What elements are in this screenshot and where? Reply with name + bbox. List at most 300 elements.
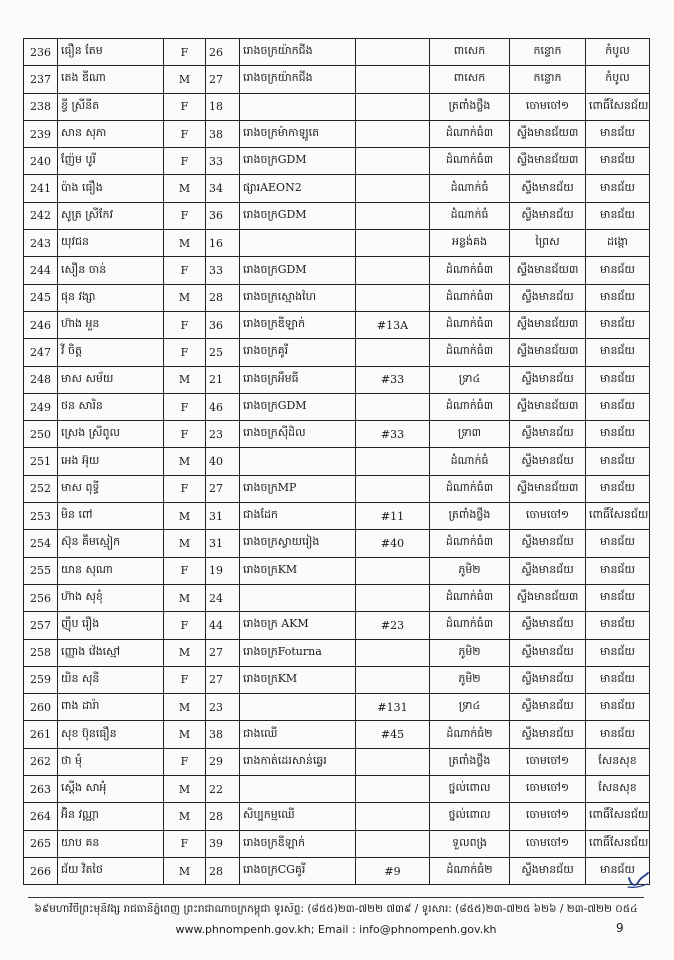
- cell-village: ដំណាក់ធំ២: [430, 857, 510, 884]
- cell-sex: M: [164, 639, 206, 666]
- cell-house: [356, 339, 430, 366]
- cell-district: មានជ័យ: [586, 284, 650, 311]
- cell-workplace: រោងចក្រឌីឡាក់: [240, 311, 356, 338]
- cell-commune: កន្ទោក: [510, 66, 586, 93]
- footer-address: ៦៩មហាវិថីព្រះមុនីវង្ស រាជធានីភ្នំពេញ ព្រះរាជាណាចក្រកម្ពុជា ទូរស័ព្ទ: (៨៥៥)២៣-៧២២ ៧៣៩ / ទូរសារ: (៨៥៥)២៣-៧២៥ ៦២៦ / ២៣-៧២២ ០៥៤: [34, 903, 638, 915]
- table-row: [24, 202, 650, 229]
- cell-sex: M: [164, 230, 206, 257]
- cell-house: [356, 830, 430, 857]
- cell-district: សែនសុខ: [586, 748, 650, 775]
- cell-district: មានជ័យ: [586, 694, 650, 721]
- cell-workplace: [240, 230, 356, 257]
- cell-age: 19: [206, 557, 240, 584]
- cell-commune: ស្ទឹងមានជ័យ: [510, 421, 586, 448]
- cell-house: [356, 202, 430, 229]
- cell-age: 39: [206, 830, 240, 857]
- cell-district: មានជ័យ: [586, 202, 650, 229]
- cell-district: មានជ័យ: [586, 530, 650, 557]
- table-row: [24, 421, 650, 448]
- cell-name: អ៊ិន វណ្ណា: [58, 803, 164, 830]
- cell-village: ត្រពាំងថ្លឹង: [430, 93, 510, 120]
- cell-name: ខ្វី ស្រីនីត: [58, 93, 164, 120]
- cell-commune: ស្ទឹងមានជ័យ: [510, 448, 586, 475]
- cell-no: 266: [24, 857, 58, 884]
- cell-workplace: រោងចក្រយ៉ាកជីង: [240, 66, 356, 93]
- table-row: [24, 530, 650, 557]
- table-row: [24, 230, 650, 257]
- cell-age: 28: [206, 803, 240, 830]
- table-row: [24, 612, 650, 639]
- cell-workplace: ជាងឈើ: [240, 721, 356, 748]
- cell-village: ដំណាក់ធំ៣: [430, 530, 510, 557]
- cell-name: ជ័យ វិតថៃ: [58, 857, 164, 884]
- cell-no: 244: [24, 257, 58, 284]
- cell-house: [356, 230, 430, 257]
- cell-house: [356, 284, 430, 311]
- cell-sex: F: [164, 148, 206, 175]
- cell-sex: M: [164, 66, 206, 93]
- cell-name: មាស ពុទ្ធី: [58, 475, 164, 502]
- cell-village: ដំណាក់ធំ២: [430, 721, 510, 748]
- cell-name: តេង ឌីណា: [58, 66, 164, 93]
- cell-age: 31: [206, 503, 240, 530]
- table-row: [24, 503, 650, 530]
- cell-age: 28: [206, 284, 240, 311]
- footer-contact: www.phnompenh.gov.kh; Email : info@phnompenh.gov.kh: [175, 923, 497, 936]
- cell-workplace: រោងចក្រGDM: [240, 202, 356, 229]
- cell-district: មានជ័យ: [586, 721, 650, 748]
- cell-village: ត្រពាំងថ្លឹង: [430, 503, 510, 530]
- cell-age: 27: [206, 475, 240, 502]
- cell-village: ដំណាក់ធំ៣: [430, 393, 510, 420]
- cell-house: #33: [356, 421, 430, 448]
- cell-sex: F: [164, 39, 206, 66]
- cell-age: 25: [206, 339, 240, 366]
- cell-no: 250: [24, 421, 58, 448]
- cell-workplace: រោងចក្រស៊ីដិល: [240, 421, 356, 448]
- cell-age: 36: [206, 202, 240, 229]
- cell-sex: F: [164, 339, 206, 366]
- cell-no: 256: [24, 584, 58, 611]
- cell-no: 260: [24, 694, 58, 721]
- cell-workplace: រោងចក្រGDM: [240, 148, 356, 175]
- cell-commune: ស្ទឹងមានជ័យ: [510, 530, 586, 557]
- cell-workplace: រោងចក្រKM: [240, 557, 356, 584]
- page-number: 9: [616, 921, 624, 935]
- cell-village: ភូមិ២: [430, 557, 510, 584]
- cell-sex: M: [164, 776, 206, 803]
- cell-village: ថ្នល់ពោល: [430, 776, 510, 803]
- cell-house: #23: [356, 612, 430, 639]
- cell-age: 40: [206, 448, 240, 475]
- cell-no: 241: [24, 175, 58, 202]
- cell-sex: F: [164, 257, 206, 284]
- cell-commune: ចោមចៅ១: [510, 748, 586, 775]
- cell-village: ដំណាក់ធំ: [430, 175, 510, 202]
- cell-district: មានជ័យ: [586, 339, 650, 366]
- cell-name: ថន សារិន: [58, 393, 164, 420]
- cell-district: មានជ័យ: [586, 475, 650, 502]
- table-row: [24, 311, 650, 338]
- cell-age: 38: [206, 120, 240, 147]
- cell-name: ស៊ុន គឹមស្មៀក: [58, 530, 164, 557]
- cell-commune: ស្ទឹងមានជ័យ: [510, 202, 586, 229]
- cell-no: 237: [24, 66, 58, 93]
- initials-signature: [626, 872, 650, 890]
- cell-district: មានជ័យ: [586, 421, 650, 448]
- cell-age: 28: [206, 857, 240, 884]
- cell-name: ស្តើង សាអុំ: [58, 776, 164, 803]
- table-row: [24, 366, 650, 393]
- cell-no: 253: [24, 503, 58, 530]
- table-row: [24, 721, 650, 748]
- cell-age: 33: [206, 257, 240, 284]
- cell-district: កំបូល: [586, 39, 650, 66]
- cell-village: ទួលពង្រ: [430, 830, 510, 857]
- table-row: [24, 257, 650, 284]
- cell-no: 238: [24, 93, 58, 120]
- cell-village: ទ្រា៣: [430, 421, 510, 448]
- cell-commune: ស្ទឹងមានជ័យ: [510, 366, 586, 393]
- cell-sex: F: [164, 748, 206, 775]
- cell-name: ហ៊ាង សុខុំ: [58, 584, 164, 611]
- cell-sex: F: [164, 93, 206, 120]
- cell-commune: ស្ទឹងមានជ័យ៣: [510, 339, 586, 366]
- cell-no: 246: [24, 311, 58, 338]
- cell-house: #40: [356, 530, 430, 557]
- cell-age: 36: [206, 311, 240, 338]
- table-row: [24, 666, 650, 693]
- cell-sex: M: [164, 284, 206, 311]
- cell-workplace: រោងចក្រស្វាយរៀង: [240, 530, 356, 557]
- cell-commune: ស្ទឹងមានជ័យ: [510, 857, 586, 884]
- cell-house: [356, 475, 430, 502]
- cell-commune: ស្ទឹងមានជ័យ: [510, 612, 586, 639]
- table-row: [24, 475, 650, 502]
- cell-name: សឿន ចាន់: [58, 257, 164, 284]
- cell-workplace: រោងចក្រឌីឡាក់: [240, 830, 356, 857]
- cell-house: [356, 257, 430, 284]
- table-row: [24, 803, 650, 830]
- cell-district: ពោធិ៍សែនជ័យ: [586, 93, 650, 120]
- cell-house: [356, 557, 430, 584]
- cell-sex: M: [164, 448, 206, 475]
- cell-sex: M: [164, 694, 206, 721]
- cell-commune: ស្ទឹងមានជ័យ៣: [510, 475, 586, 502]
- table-row: [24, 557, 650, 584]
- cell-house: #131: [356, 694, 430, 721]
- cell-village: ដំណាក់ធំ: [430, 448, 510, 475]
- table-row: [24, 584, 650, 611]
- cell-workplace: រោងចក្រKM: [240, 666, 356, 693]
- cell-district: មានជ័យ: [586, 175, 650, 202]
- cell-commune: ចោមចៅ១: [510, 93, 586, 120]
- cell-workplace: រោងចក្រយ៉ាកជីង: [240, 39, 356, 66]
- cell-workplace: រោងចក្រGDM: [240, 393, 356, 420]
- cell-house: [356, 666, 430, 693]
- cell-workplace: [240, 694, 356, 721]
- table-row: [24, 284, 650, 311]
- cell-name: យាប គន: [58, 830, 164, 857]
- cell-house: [356, 748, 430, 775]
- cell-district: មានជ័យ: [586, 639, 650, 666]
- cell-age: 24: [206, 584, 240, 611]
- cell-age: 21: [206, 366, 240, 393]
- cell-house: [356, 584, 430, 611]
- cell-village: ដំណាក់ធំ៣: [430, 612, 510, 639]
- cell-age: 26: [206, 39, 240, 66]
- cell-age: 44: [206, 612, 240, 639]
- cell-sex: M: [164, 584, 206, 611]
- cell-name: អេង អ៊ុយ: [58, 448, 164, 475]
- cell-commune: ព្រៃស: [510, 230, 586, 257]
- cell-village: ពាសេក: [430, 39, 510, 66]
- table-row: [24, 639, 650, 666]
- table-row: [24, 120, 650, 147]
- table-body: [24, 39, 650, 885]
- cell-name: ពាង ដារ៉ា: [58, 694, 164, 721]
- cell-village: ទ្រា៤: [430, 694, 510, 721]
- cell-village: ដំណាក់ធំ៣: [430, 311, 510, 338]
- cell-commune: ស្ទឹងមានជ័យ៣: [510, 120, 586, 147]
- cell-commune: ស្ទឹងមានជ័យ: [510, 694, 586, 721]
- cell-no: 254: [24, 530, 58, 557]
- table-row: [24, 393, 650, 420]
- cell-workplace: [240, 584, 356, 611]
- table-row: [24, 148, 650, 175]
- cell-district: កំបូល: [586, 66, 650, 93]
- cell-no: 257: [24, 612, 58, 639]
- cell-house: #45: [356, 721, 430, 748]
- cell-age: 38: [206, 721, 240, 748]
- cell-district: ពោធិ៍សែនជ័យ: [586, 803, 650, 830]
- cell-sex: F: [164, 311, 206, 338]
- cell-sex: F: [164, 475, 206, 502]
- cell-name: ធឿន តែម: [58, 39, 164, 66]
- cell-sex: M: [164, 366, 206, 393]
- cell-name: យិន សុនី: [58, 666, 164, 693]
- cell-workplace: រោងចក្រម៉ាកាឡូតេ: [240, 120, 356, 147]
- cell-workplace: រោងចក្រ AKM: [240, 612, 356, 639]
- cell-house: [356, 93, 430, 120]
- cell-name: សាន សុភា: [58, 120, 164, 147]
- cell-district: មានជ័យ: [586, 557, 650, 584]
- cell-sex: F: [164, 557, 206, 584]
- cell-name: វី ចិត្ត: [58, 339, 164, 366]
- cell-age: 22: [206, 776, 240, 803]
- cell-name: សុខ ប៊ុនធឿន: [58, 721, 164, 748]
- cell-age: 27: [206, 66, 240, 93]
- cell-no: 243: [24, 230, 58, 257]
- cell-sex: M: [164, 857, 206, 884]
- cell-district: មានជ័យ: [586, 857, 650, 884]
- table-row: [24, 830, 650, 857]
- cell-house: #9: [356, 857, 430, 884]
- cell-village: ដំណាក់ធំ៣: [430, 475, 510, 502]
- cell-name: ស្រេង ស្រីពូល: [58, 421, 164, 448]
- cell-district: មានជ័យ: [586, 257, 650, 284]
- cell-no: 258: [24, 639, 58, 666]
- cell-house: #33: [356, 366, 430, 393]
- cell-commune: ចោមចៅ១: [510, 803, 586, 830]
- cell-commune: ស្ទឹងមានជ័យ: [510, 557, 586, 584]
- cell-name: មិន ពៅ: [58, 503, 164, 530]
- cell-district: មានជ័យ: [586, 311, 650, 338]
- cell-commune: ចោមចៅ១: [510, 776, 586, 803]
- cell-house: [356, 39, 430, 66]
- cell-age: 18: [206, 93, 240, 120]
- cell-commune: ចោមចៅ១: [510, 830, 586, 857]
- cell-house: [356, 148, 430, 175]
- table-row: [24, 66, 650, 93]
- cell-commune: កន្ទោក: [510, 39, 586, 66]
- cell-house: #13A: [356, 311, 430, 338]
- cell-workplace: [240, 93, 356, 120]
- table-row: [24, 339, 650, 366]
- cell-no: 249: [24, 393, 58, 420]
- cell-commune: ស្ទឹងមានជ័យ: [510, 721, 586, 748]
- cell-commune: ស្ទឹងមានជ័យ: [510, 639, 586, 666]
- cell-workplace: រោងចក្រស្មោងហៃ: [240, 284, 356, 311]
- cell-commune: ស្ទឹងមានជ័យ៣: [510, 257, 586, 284]
- cell-workplace: រោងចក្រអឹមធី: [240, 366, 356, 393]
- cell-no: 236: [24, 39, 58, 66]
- table-row: [24, 694, 650, 721]
- cell-house: [356, 66, 430, 93]
- cell-village: ត្រពាំងថ្លឹង: [430, 748, 510, 775]
- cell-sex: F: [164, 666, 206, 693]
- cell-district: ពោធិ៍សែនជ័យ: [586, 830, 650, 857]
- cell-age: 27: [206, 639, 240, 666]
- cell-house: [356, 175, 430, 202]
- table-row: [24, 448, 650, 475]
- cell-village: ពាសេក: [430, 66, 510, 93]
- cell-age: 27: [206, 666, 240, 693]
- cell-commune: ស្ទឹងមានជ័យ៣: [510, 148, 586, 175]
- cell-district: មានជ័យ: [586, 148, 650, 175]
- cell-workplace: រោងចក្រFoturna: [240, 639, 356, 666]
- cell-sex: M: [164, 721, 206, 748]
- cell-no: 261: [24, 721, 58, 748]
- cell-house: [356, 120, 430, 147]
- cell-village: ដំណាក់ធំ: [430, 202, 510, 229]
- cell-age: 31: [206, 530, 240, 557]
- case-table: [23, 38, 650, 885]
- cell-commune: ស្ទឹងមានជ័យ: [510, 666, 586, 693]
- cell-no: 240: [24, 148, 58, 175]
- cell-workplace: [240, 448, 356, 475]
- cell-district: មានជ័យ: [586, 120, 650, 147]
- cell-commune: ស្ទឹងមានជ័យ: [510, 175, 586, 202]
- cell-sex: F: [164, 612, 206, 639]
- cell-age: 33: [206, 148, 240, 175]
- cell-district: មានជ័យ: [586, 366, 650, 393]
- cell-commune: ស្ទឹងមានជ័យ៣: [510, 311, 586, 338]
- cell-village: ដំណាក់ធំ៣: [430, 584, 510, 611]
- cell-sex: M: [164, 503, 206, 530]
- cell-village: ដំណាក់ធំ៣: [430, 148, 510, 175]
- cell-no: 242: [24, 202, 58, 229]
- cell-workplace: [240, 776, 356, 803]
- cell-name: សូត្រ ស្រីកែវ: [58, 202, 164, 229]
- cell-house: [356, 639, 430, 666]
- cell-sex: M: [164, 803, 206, 830]
- cell-district: មានជ័យ: [586, 666, 650, 693]
- cell-workplace: ជាងដែក: [240, 503, 356, 530]
- cell-sex: F: [164, 421, 206, 448]
- cell-age: 23: [206, 694, 240, 721]
- cell-village: អន្លង់គង: [430, 230, 510, 257]
- table-row: [24, 39, 650, 66]
- table-row: [24, 93, 650, 120]
- cell-commune: ចោមចៅ១: [510, 503, 586, 530]
- cell-workplace: រោងកាត់ដេរសាន់ឆ្វេរ: [240, 748, 356, 775]
- cell-house: [356, 776, 430, 803]
- cell-village: ភូមិ២: [430, 639, 510, 666]
- cell-no: 251: [24, 448, 58, 475]
- cell-age: 16: [206, 230, 240, 257]
- cell-workplace: រោងចក្រCGគូរី: [240, 857, 356, 884]
- cell-name: ផុន វង្សា: [58, 284, 164, 311]
- cell-district: មានជ័យ: [586, 448, 650, 475]
- cell-village: ដំណាក់ធំ៣: [430, 120, 510, 147]
- table-row: [24, 175, 650, 202]
- cell-no: 259: [24, 666, 58, 693]
- cell-district: មានជ័យ: [586, 612, 650, 639]
- cell-no: 262: [24, 748, 58, 775]
- cell-village: ភូមិ២: [430, 666, 510, 693]
- cell-age: 23: [206, 421, 240, 448]
- cell-village: ដំណាក់ធំ៣: [430, 339, 510, 366]
- cell-house: [356, 393, 430, 420]
- cell-no: 252: [24, 475, 58, 502]
- cell-district: មានជ័យ: [586, 393, 650, 420]
- cell-commune: ស្ទឹងមានជ័យ៣: [510, 393, 586, 420]
- cell-name: ហ៊ាង អួន: [58, 311, 164, 338]
- cell-district: សែនសុខ: [586, 776, 650, 803]
- cell-workplace: រោងចក្រគូរី: [240, 339, 356, 366]
- cell-name: ថា មុំ: [58, 748, 164, 775]
- cell-no: 245: [24, 284, 58, 311]
- cell-no: 239: [24, 120, 58, 147]
- cell-workplace: សិប្បកម្មឈើ: [240, 803, 356, 830]
- cell-workplace: រោងចក្រGDM: [240, 257, 356, 284]
- cell-name: ញ៉ឹប រឿង: [58, 612, 164, 639]
- cell-commune: ស្ទឹងមានជ័យ៣: [510, 584, 586, 611]
- cell-no: 247: [24, 339, 58, 366]
- cell-age: 34: [206, 175, 240, 202]
- cell-age: 29: [206, 748, 240, 775]
- cell-village: ទ្រា៤: [430, 366, 510, 393]
- cell-age: 46: [206, 393, 240, 420]
- cell-village: ថ្នល់ពោល: [430, 803, 510, 830]
- cell-no: 264: [24, 803, 58, 830]
- cell-village: ដំណាក់ធំ៣: [430, 284, 510, 311]
- cell-sex: F: [164, 393, 206, 420]
- cell-house: #11: [356, 503, 430, 530]
- cell-workplace: រោងចក្រMP: [240, 475, 356, 502]
- cell-no: 263: [24, 776, 58, 803]
- cell-name: យុវជន: [58, 230, 164, 257]
- cell-no: 248: [24, 366, 58, 393]
- cell-no: 255: [24, 557, 58, 584]
- cell-village: ដំណាក់ធំ៣: [430, 257, 510, 284]
- cell-commune: ស្ទឹងមានជ័យ: [510, 284, 586, 311]
- cell-sex: F: [164, 830, 206, 857]
- cell-name: មាស សម័យ: [58, 366, 164, 393]
- cell-workplace: ផ្សារAEON2: [240, 175, 356, 202]
- cell-house: [356, 803, 430, 830]
